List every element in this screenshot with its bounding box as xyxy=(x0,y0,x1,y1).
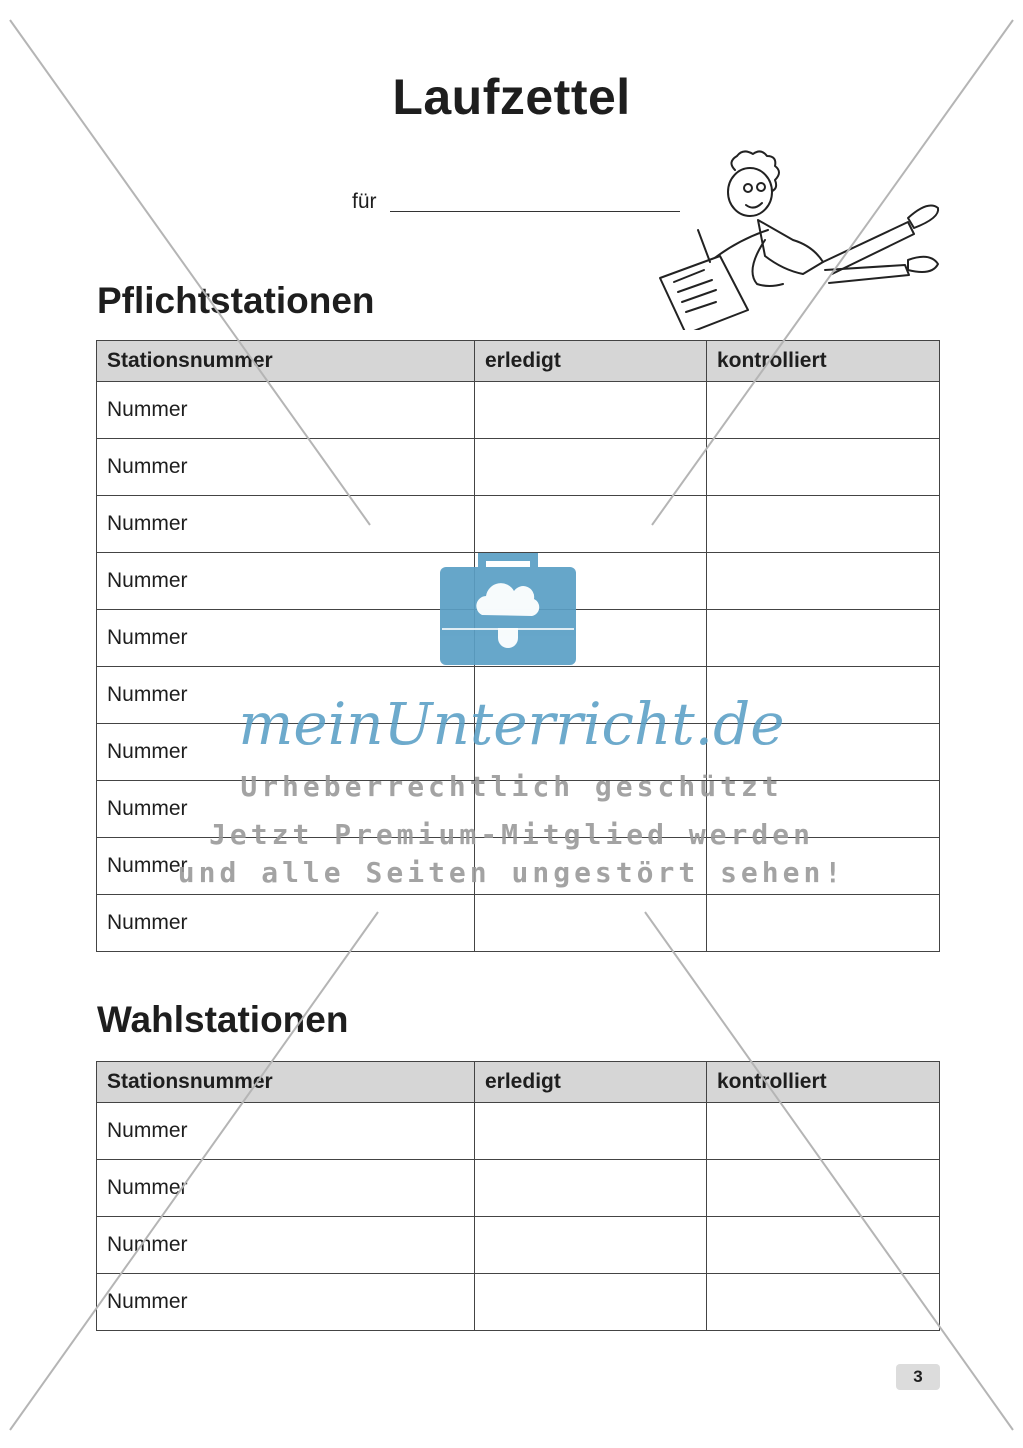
station-number-cell[interactable]: Nummer xyxy=(97,1217,475,1274)
table-row xyxy=(97,439,940,496)
column-header-stationsnummer: Stationsnummer xyxy=(97,341,475,382)
kontrolliert-cell[interactable] xyxy=(706,1103,939,1160)
watermark-line-3: und alle Seiten ungestört sehen! xyxy=(177,856,846,889)
erledigt-cell[interactable] xyxy=(475,1217,707,1274)
table-row xyxy=(97,553,940,610)
erledigt-cell[interactable] xyxy=(475,439,707,496)
station-number-cell[interactable]: Nummer xyxy=(97,382,475,439)
name-field-label: für xyxy=(352,190,377,213)
station-number-cell[interactable]: Nummer xyxy=(97,724,475,781)
table-row xyxy=(97,1160,940,1217)
column-header-stationsnummer: Stationsnummer xyxy=(97,1062,475,1103)
kontrolliert-cell[interactable] xyxy=(706,1217,939,1274)
watermark-logo: meinUnterricht.de xyxy=(238,690,785,758)
kontrolliert-cell[interactable] xyxy=(706,553,939,610)
name-field-line xyxy=(390,211,680,212)
table-row xyxy=(97,1103,940,1160)
wahl-heading: Wahlstationen xyxy=(97,999,349,1040)
wahl-table xyxy=(96,1061,940,1331)
station-number-cell[interactable]: Nummer xyxy=(97,439,475,496)
table-row xyxy=(97,382,940,439)
erledigt-cell[interactable] xyxy=(475,496,707,553)
page-title: Laufzettel xyxy=(392,69,631,125)
station-number-cell[interactable]: Nummer xyxy=(97,895,475,952)
station-number-cell[interactable]: Nummer xyxy=(97,496,475,553)
table-row xyxy=(97,610,940,667)
station-number-cell[interactable]: Nummer xyxy=(97,1103,475,1160)
station-number-cell[interactable]: Nummer xyxy=(97,553,475,610)
table-row xyxy=(97,1274,940,1331)
station-number-cell[interactable]: Nummer xyxy=(97,1160,475,1217)
erledigt-cell[interactable] xyxy=(475,1274,707,1331)
kontrolliert-cell[interactable] xyxy=(706,382,939,439)
station-number-cell[interactable]: Nummer xyxy=(97,1274,475,1331)
station-number-cell[interactable]: Nummer xyxy=(97,610,475,667)
erledigt-cell[interactable] xyxy=(475,382,707,439)
column-header-kontrolliert: kontrolliert xyxy=(706,341,939,382)
column-header-erledigt: erledigt xyxy=(475,341,707,382)
watermark-line-1: Urheberrechtlich geschützt xyxy=(240,770,783,803)
erledigt-cell[interactable] xyxy=(475,895,707,952)
kontrolliert-cell[interactable] xyxy=(706,496,939,553)
table-row xyxy=(97,1217,940,1274)
erledigt-cell[interactable] xyxy=(475,553,707,610)
page-number: 3 xyxy=(896,1364,940,1390)
erledigt-cell[interactable] xyxy=(475,1160,707,1217)
table-header-row xyxy=(97,1062,940,1103)
column-header-kontrolliert: kontrolliert xyxy=(706,1062,939,1103)
erledigt-cell[interactable] xyxy=(475,1103,707,1160)
watermark-line-2: Jetzt Premium-Mitglied werden xyxy=(209,818,814,851)
kontrolliert-cell[interactable] xyxy=(706,610,939,667)
kontrolliert-cell[interactable] xyxy=(706,895,939,952)
erledigt-cell[interactable] xyxy=(475,610,707,667)
table-header-row xyxy=(97,341,940,382)
column-header-erledigt: erledigt xyxy=(475,1062,707,1103)
table-row xyxy=(97,895,940,952)
pflicht-heading: Pflichtstationen xyxy=(97,280,375,321)
station-number-cell[interactable]: Nummer xyxy=(97,838,475,895)
kontrolliert-cell[interactable] xyxy=(706,1274,939,1331)
kontrolliert-cell[interactable] xyxy=(706,439,939,496)
station-number-cell[interactable]: Nummer xyxy=(97,667,475,724)
station-number-cell[interactable]: Nummer xyxy=(97,781,475,838)
kontrolliert-cell[interactable] xyxy=(706,1160,939,1217)
boy-illustration xyxy=(650,150,950,330)
table-row xyxy=(97,496,940,553)
